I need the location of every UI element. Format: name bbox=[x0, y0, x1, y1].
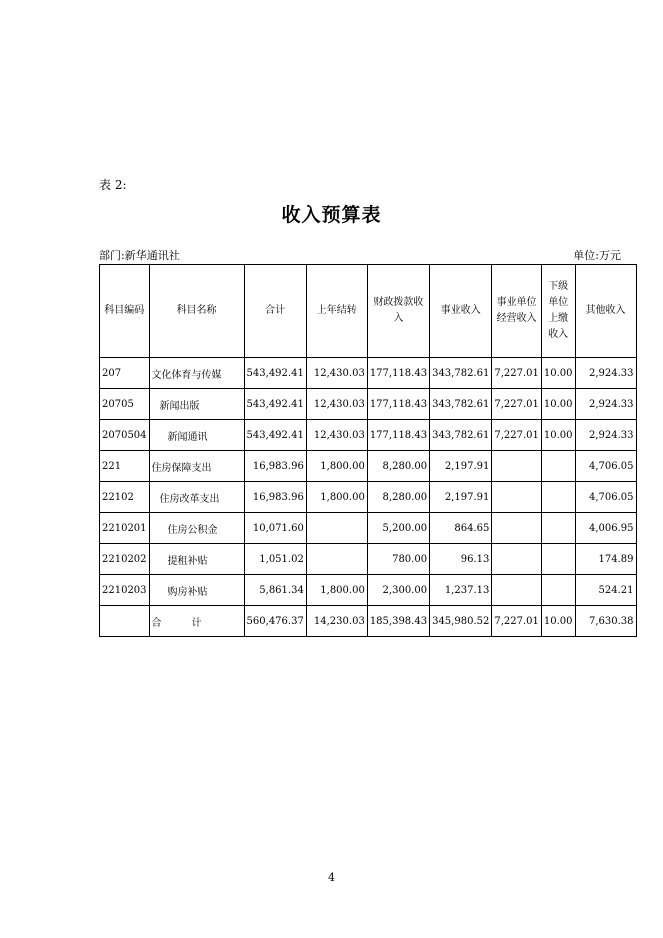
cell-carryover bbox=[306, 513, 367, 544]
cell-code: 2210201 bbox=[100, 513, 150, 544]
cell-name: 住房改革支出 bbox=[149, 482, 244, 513]
table-row bbox=[100, 482, 637, 513]
cell-operating: 7,227.01 bbox=[492, 420, 542, 451]
total-row bbox=[100, 606, 637, 637]
cell-fiscal: 177,118.43 bbox=[367, 389, 429, 420]
total-label: 合 计 bbox=[149, 606, 244, 637]
cell-code: 22102 bbox=[100, 482, 150, 513]
total-other: 7,630.38 bbox=[575, 606, 636, 637]
cell-total: 10,071.60 bbox=[244, 513, 306, 544]
total-carryover: 14,230.03 bbox=[306, 606, 367, 637]
income-budget-table bbox=[99, 264, 637, 637]
cell-fiscal: 5,200.00 bbox=[367, 513, 429, 544]
cell-lower: 10.00 bbox=[541, 389, 575, 420]
cell-fiscal: 2,300.00 bbox=[367, 575, 429, 606]
total-business: 345,980.52 bbox=[430, 606, 492, 637]
cell-total: 543,492.41 bbox=[244, 420, 306, 451]
cell-lower: 10.00 bbox=[541, 358, 575, 389]
cell-total: 1,051.02 bbox=[244, 544, 306, 575]
cell-name: 文化体育与传媒 bbox=[149, 358, 244, 389]
header-lower: 下级单位上缴收入 bbox=[541, 265, 575, 358]
cell-name: 新闻出版 bbox=[149, 389, 244, 420]
cell-fiscal: 177,118.43 bbox=[367, 420, 429, 451]
table-row bbox=[100, 575, 637, 606]
cell-carryover: 1,800.00 bbox=[306, 575, 367, 606]
total-operating: 7,227.01 bbox=[492, 606, 542, 637]
total-fiscal: 185,398.43 bbox=[367, 606, 429, 637]
cell-name: 购房补贴 bbox=[149, 575, 244, 606]
cell-business: 96.13 bbox=[430, 544, 492, 575]
total-sum: 560,476.37 bbox=[244, 606, 306, 637]
cell-business: 343,782.61 bbox=[430, 358, 492, 389]
cell-other: 4,006.95 bbox=[575, 513, 636, 544]
cell-fiscal: 8,280.00 bbox=[367, 482, 429, 513]
cell-business: 343,782.61 bbox=[430, 420, 492, 451]
cell-carryover: 12,430.03 bbox=[306, 389, 367, 420]
cell-lower bbox=[541, 575, 575, 606]
cell-lower bbox=[541, 513, 575, 544]
cell-other: 2,924.33 bbox=[575, 420, 636, 451]
department-label: 部门:新华通讯社 bbox=[99, 249, 180, 262]
cell-lower bbox=[541, 482, 575, 513]
cell-code: 207 bbox=[100, 358, 150, 389]
cell-operating bbox=[492, 544, 542, 575]
table-row bbox=[100, 544, 637, 575]
cell-code: 221 bbox=[100, 451, 150, 482]
cell-code: 2210203 bbox=[100, 575, 150, 606]
cell-other: 4,706.05 bbox=[575, 451, 636, 482]
cell-code: 20705 bbox=[100, 389, 150, 420]
cell-other: 524.21 bbox=[575, 575, 636, 606]
cell-operating: 7,227.01 bbox=[492, 389, 542, 420]
cell-carryover: 1,800.00 bbox=[306, 451, 367, 482]
cell-other: 2,924.33 bbox=[575, 389, 636, 420]
cell-lower bbox=[541, 544, 575, 575]
cell-name: 新闻通讯 bbox=[149, 420, 244, 451]
table-row bbox=[100, 358, 637, 389]
cell-business: 2,197.91 bbox=[430, 451, 492, 482]
cell-carryover: 12,430.03 bbox=[306, 358, 367, 389]
cell-name: 住房保障支出 bbox=[149, 451, 244, 482]
cell-operating bbox=[492, 575, 542, 606]
cell-business: 2,197.91 bbox=[430, 482, 492, 513]
table-label: 表 2: bbox=[99, 178, 127, 192]
header-total: 合计 bbox=[244, 265, 306, 358]
header-code: 科目编码 bbox=[100, 265, 150, 358]
cell-total: 16,983.96 bbox=[244, 482, 306, 513]
table-row bbox=[100, 513, 637, 544]
cell-operating: 7,227.01 bbox=[492, 358, 542, 389]
cell-fiscal: 177,118.43 bbox=[367, 358, 429, 389]
header-carryover: 上年结转 bbox=[306, 265, 367, 358]
cell-carryover: 12,430.03 bbox=[306, 420, 367, 451]
table-row bbox=[100, 420, 637, 451]
cell-other: 4,706.05 bbox=[575, 482, 636, 513]
table-header-row bbox=[100, 265, 637, 358]
cell-fiscal: 780.00 bbox=[367, 544, 429, 575]
cell-operating bbox=[492, 513, 542, 544]
cell-carryover bbox=[306, 544, 367, 575]
cell-lower: 10.00 bbox=[541, 420, 575, 451]
cell-fiscal: 8,280.00 bbox=[367, 451, 429, 482]
cell-business: 1,237.13 bbox=[430, 575, 492, 606]
total-lower: 10.00 bbox=[541, 606, 575, 637]
cell-operating bbox=[492, 451, 542, 482]
cell-lower bbox=[541, 451, 575, 482]
table-row bbox=[100, 451, 637, 482]
page-title: 收入预算表 bbox=[281, 204, 382, 226]
cell-business: 864.65 bbox=[430, 513, 492, 544]
unit-label: 单位:万元 bbox=[573, 249, 621, 262]
cell-name: 提租补贴 bbox=[149, 544, 244, 575]
header-business: 事业收入 bbox=[430, 265, 492, 358]
page-number: 4 bbox=[328, 871, 335, 884]
header-fiscal: 财政拨款收入 bbox=[367, 265, 429, 358]
cell-carryover: 1,800.00 bbox=[306, 482, 367, 513]
total-code bbox=[100, 606, 150, 637]
cell-code: 2070504 bbox=[100, 420, 150, 451]
header-operating: 事业单位经营收入 bbox=[492, 265, 542, 358]
table-row bbox=[100, 389, 637, 420]
header-other: 其他收入 bbox=[575, 265, 636, 358]
cell-other: 174.89 bbox=[575, 544, 636, 575]
cell-name: 住房公积金 bbox=[149, 513, 244, 544]
cell-business: 343,782.61 bbox=[430, 389, 492, 420]
cell-other: 2,924.33 bbox=[575, 358, 636, 389]
cell-code: 2210202 bbox=[100, 544, 150, 575]
cell-operating bbox=[492, 482, 542, 513]
header-name: 科目名称 bbox=[149, 265, 244, 358]
cell-total: 16,983.96 bbox=[244, 451, 306, 482]
cell-total: 543,492.41 bbox=[244, 358, 306, 389]
cell-total: 543,492.41 bbox=[244, 389, 306, 420]
cell-total: 5,861.34 bbox=[244, 575, 306, 606]
